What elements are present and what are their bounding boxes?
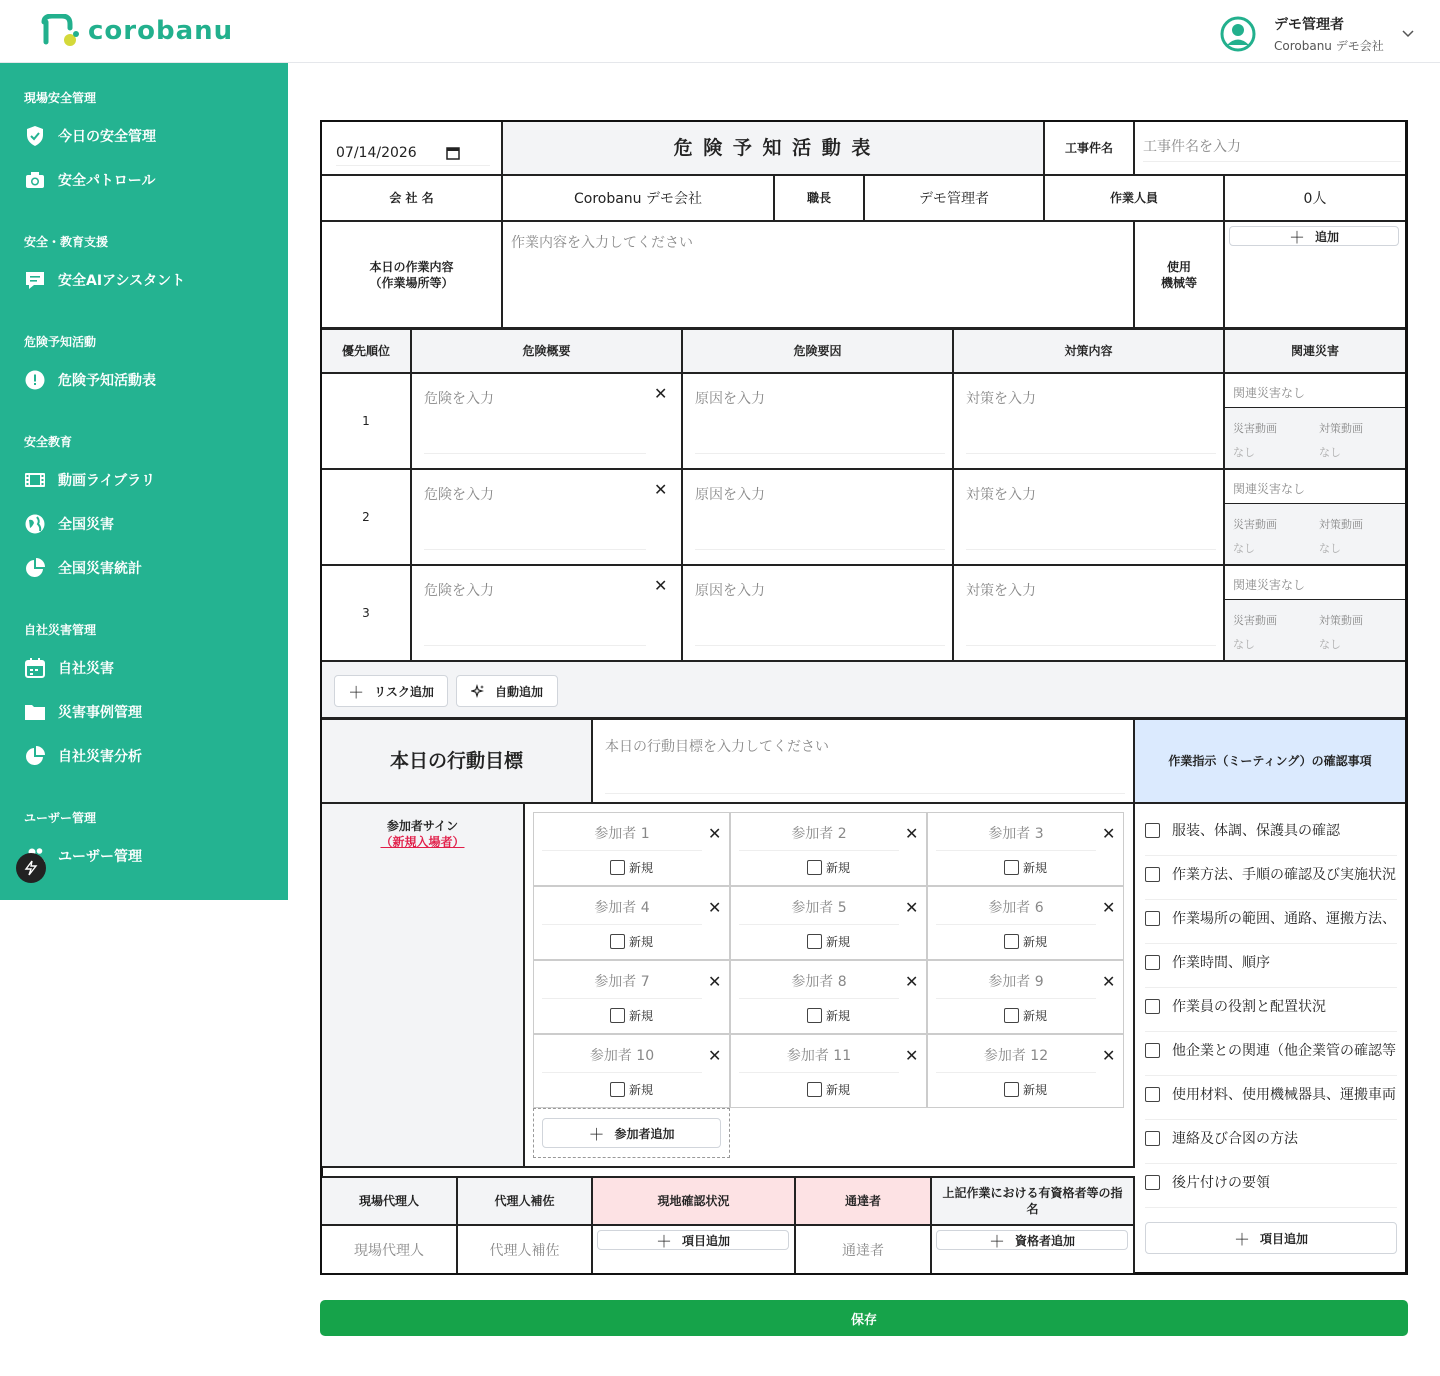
hazard-input[interactable]: 危険を入力 (424, 388, 646, 454)
participant-input[interactable]: 参加者 4 (542, 897, 702, 925)
new-checkbox[interactable] (610, 1007, 653, 1024)
plus-icon: ＋ (1288, 227, 1305, 247)
new-label: 新規 (826, 935, 851, 949)
avatar-icon (1220, 16, 1256, 52)
checklist-item[interactable] (1145, 952, 1397, 988)
new-label: 新規 (629, 935, 654, 949)
risk-priority: 3 (322, 566, 412, 662)
plus-icon: ＋ (988, 1231, 1005, 1251)
disaster-video-label: 災害動画 (1233, 614, 1277, 627)
add-machine-button[interactable] (1229, 226, 1399, 246)
participant-input[interactable]: 参加者 9 (936, 971, 1096, 999)
checklist-item[interactable] (1145, 996, 1397, 1032)
measure-input[interactable]: 対策を入力 (966, 388, 1216, 454)
checklist-item[interactable] (1145, 1128, 1397, 1164)
sidebar-item-label: 自社災害 (58, 661, 114, 677)
user-menu[interactable] (1220, 14, 1414, 54)
plus-icon: ＋ (588, 1124, 605, 1144)
disaster-video-value: なし (1233, 638, 1255, 651)
disaster-video-label: 災害動画 (1233, 518, 1277, 531)
cause-input[interactable]: 原因を入力 (695, 580, 945, 646)
new-checkbox[interactable] (807, 1081, 850, 1098)
alert-circle-icon (24, 369, 46, 391)
add-participant-button[interactable] (542, 1118, 721, 1148)
calendar-icon (24, 657, 46, 679)
new-label: 新規 (1023, 1009, 1048, 1023)
related-value: 関連災害なし (1225, 566, 1405, 600)
site-agent-input[interactable]: 現場代理人 (322, 1226, 458, 1273)
sidebar-item-label: ユーザー管理 (58, 849, 142, 865)
remove-participant-icon[interactable]: ✕ (905, 1046, 919, 1065)
new-checkbox[interactable] (610, 933, 653, 950)
checkbox-icon[interactable] (1145, 867, 1160, 882)
new-label: 新規 (826, 1083, 851, 1097)
checkbox-icon[interactable] (1004, 934, 1019, 949)
globe-icon (24, 513, 46, 535)
remove-risk-icon[interactable]: ✕ (654, 480, 668, 499)
related-value: 関連災害なし (1225, 374, 1405, 408)
checklist-label: 服装、体調、保護具の確認 (1172, 823, 1340, 839)
date-input[interactable] (336, 140, 490, 166)
checklist-item[interactable] (1145, 864, 1397, 900)
company-label: 会 社 名 (322, 176, 503, 222)
sidebar-section-title: 安全教育 (24, 435, 73, 449)
new-label: 新規 (826, 861, 851, 875)
cause-input[interactable]: 原因を入力 (695, 484, 945, 550)
participant-input[interactable]: 参加者 10 (542, 1045, 702, 1073)
checklist-item[interactable] (1145, 820, 1397, 856)
bottom-header-site-check: 現地確認状況 (593, 1176, 796, 1226)
disaster-video-label: 災害動画 (1233, 422, 1277, 435)
checkbox-icon[interactable] (610, 1082, 625, 1097)
sidebar-item-ky-sheet[interactable] (24, 366, 156, 394)
add-check-label: 項目追加 (1260, 1231, 1309, 1246)
participant-card (730, 1034, 927, 1108)
checkbox-icon[interactable] (1004, 1008, 1019, 1023)
new-checkbox[interactable] (1004, 1007, 1047, 1024)
auto-add-button[interactable] (456, 675, 558, 707)
save-label: 保存 (850, 1312, 877, 1328)
risk-hazard-cell (412, 566, 683, 662)
plus-icon: ＋ (348, 682, 365, 702)
user-company: Corobanu デモ会社 (1274, 39, 1384, 53)
add-site-check-button[interactable] (597, 1230, 789, 1250)
measure-video-label: 対策動画 (1319, 614, 1363, 627)
sign-label-cell (322, 804, 525, 1168)
sidebar-item-label: 危険予知活動表 (58, 373, 156, 389)
add-qualified-label: 資格者追加 (1015, 1233, 1076, 1248)
brand-name: corobanu (88, 16, 234, 46)
risk-priority: 2 (322, 470, 412, 566)
checkbox-icon[interactable] (1145, 999, 1160, 1014)
participant-input[interactable]: 参加者 12 (936, 1045, 1096, 1073)
sidebar-item-patrol[interactable] (24, 166, 155, 194)
remove-participant-icon[interactable]: ✕ (905, 898, 919, 917)
chief-value: デモ管理者 (865, 176, 1045, 222)
checkbox-icon[interactable] (610, 1008, 625, 1023)
checkbox-icon[interactable] (1145, 1131, 1160, 1146)
participant-input[interactable]: 参加者 11 (739, 1045, 899, 1073)
risk-header-related: 関連災害 (1225, 330, 1405, 374)
checkbox-icon[interactable] (610, 860, 625, 875)
remove-participant-icon[interactable]: ✕ (1102, 898, 1116, 917)
participant-input[interactable]: 参加者 8 (739, 971, 899, 999)
related-value: 関連災害なし (1225, 470, 1405, 504)
checkbox-icon[interactable] (1145, 1043, 1160, 1058)
pie-chart-icon (24, 745, 46, 767)
checklist-label: 作業方法、手順の確認及び実施状況 (1172, 867, 1396, 883)
camera-icon (24, 169, 46, 191)
disaster-video-value: なし (1233, 542, 1255, 555)
add-qualified-button[interactable] (936, 1230, 1128, 1250)
risk-hazard-cell (412, 470, 683, 566)
measure-video-value: なし (1319, 638, 1341, 651)
new-label: 新規 (1023, 1083, 1048, 1097)
sidebar-item-label: 今日の安全管理 (58, 129, 156, 145)
brand-logo[interactable] (40, 14, 233, 48)
risk-measure-cell (954, 566, 1225, 662)
sidebar-item-company-disasters[interactable] (24, 654, 114, 682)
sidebar-item-label: 全国災害 (58, 517, 114, 533)
participant-card (927, 812, 1124, 886)
bottom-header-agent: 現場代理人 (322, 1176, 458, 1226)
meeting-label: 作業指示（ミーティング）の確認事項 (1135, 720, 1405, 804)
risk-header-cause: 危険要因 (683, 330, 954, 374)
workers-label: 作業人員 (1045, 176, 1225, 222)
machine-label: 使用 機械等 (1135, 222, 1225, 330)
agent-assistant-input[interactable]: 代理人補佐 (458, 1226, 593, 1273)
checkbox-icon[interactable] (1145, 1087, 1160, 1102)
remove-participant-icon[interactable]: ✕ (1102, 824, 1116, 843)
date-value: 07/14/2026 (336, 144, 417, 161)
new-checkbox[interactable] (807, 859, 850, 876)
bottom-header-qualified: 上記作業における有資格者等の指名 (932, 1176, 1135, 1226)
sidebar-item-label: 災害事例管理 (58, 705, 142, 721)
checklist-label: 作業時間、順序 (1172, 955, 1270, 971)
hazard-input[interactable]: 危険を入力 (424, 484, 646, 550)
remove-participant-icon[interactable]: ✕ (905, 824, 919, 843)
remove-participant-icon[interactable]: ✕ (905, 972, 919, 991)
risk-cause-cell (683, 566, 954, 662)
quick-action-button[interactable] (16, 853, 46, 883)
save-button[interactable] (320, 1300, 1408, 1336)
goal-input[interactable]: 本日の行動目標を入力してください (605, 736, 1125, 794)
checklist-item[interactable] (1145, 1084, 1397, 1120)
participant-input[interactable]: 参加者 1 (542, 823, 702, 851)
sidebar-section-title: 安全・教育支援 (24, 235, 109, 249)
remove-risk-icon[interactable]: ✕ (654, 384, 668, 403)
pie-chart-icon (24, 557, 46, 579)
participant-card (533, 812, 730, 886)
checkbox-icon[interactable] (807, 934, 822, 949)
checkbox-icon[interactable] (807, 1008, 822, 1023)
risk-actions-row (322, 662, 1405, 720)
checklist-label: 作業員の役割と配置状況 (1172, 999, 1326, 1015)
participant-input[interactable]: 参加者 5 (739, 897, 899, 925)
date-cell (322, 122, 503, 176)
project-label: 工事件名 (1045, 122, 1135, 176)
site-check-cell (593, 1226, 796, 1273)
goal-label: 本日の行動目標 (322, 720, 593, 804)
new-checkbox[interactable] (1004, 859, 1047, 876)
remove-participant-icon[interactable]: ✕ (1102, 1046, 1116, 1065)
chief-label: 職長 (775, 176, 865, 222)
corobanu-logo-icon (40, 14, 80, 48)
sidebar-item-today-safety[interactable] (24, 122, 156, 150)
user-name: デモ管理者 (1274, 17, 1344, 33)
work-label: 本日の作業内容 （作業場所等） (322, 222, 503, 330)
checkbox-icon[interactable] (1004, 1082, 1019, 1097)
remove-participant-icon[interactable]: ✕ (708, 898, 722, 917)
checkbox-icon[interactable] (807, 1082, 822, 1097)
new-label: 新規 (1023, 861, 1048, 875)
related-cell (1225, 470, 1405, 566)
checklist-label: 使用材料、使用機械器具、運搬車両 (1172, 1087, 1396, 1103)
checkbox-icon[interactable] (807, 860, 822, 875)
new-label: 新規 (629, 861, 654, 875)
measure-video-label: 対策動画 (1319, 422, 1363, 435)
add-risk-button[interactable] (334, 675, 448, 707)
folder-icon (24, 701, 46, 723)
app-header (0, 0, 1440, 63)
sidebar-item-company-analysis[interactable] (24, 742, 142, 770)
company-value: Corobanu デモ会社 (503, 176, 775, 222)
measure-input[interactable]: 対策を入力 (966, 580, 1216, 646)
new-checkbox[interactable] (610, 859, 653, 876)
participant-card (533, 1034, 730, 1108)
new-checkbox[interactable] (1004, 1081, 1047, 1098)
add-participant-label: 参加者追加 (614, 1126, 675, 1141)
plus-icon: ＋ (1233, 1229, 1250, 1249)
add-label: 追加 (1315, 229, 1340, 244)
remove-participant-icon[interactable]: ✕ (1102, 972, 1116, 991)
measure-input[interactable]: 対策を入力 (966, 484, 1216, 550)
calendar-icon[interactable] (446, 146, 460, 160)
film-icon (24, 469, 46, 491)
bottom-header-assistant: 代理人補佐 (458, 1176, 593, 1226)
bottom-header-notifier: 通達者 (796, 1176, 932, 1226)
participant-input[interactable]: 参加者 6 (936, 897, 1096, 925)
add-item-label: 項目追加 (682, 1233, 731, 1248)
sidebar-item-label: 自社災害分析 (58, 749, 142, 765)
risk-measure-cell (954, 470, 1225, 566)
checkbox-icon[interactable] (610, 934, 625, 949)
plus-icon: ＋ (655, 1231, 672, 1251)
new-checkbox[interactable] (807, 1007, 850, 1024)
participant-input[interactable]: 参加者 3 (936, 823, 1096, 851)
participant-card (533, 886, 730, 960)
checklist-label: 他企業との関連（他企業管の確認等 (1172, 1043, 1396, 1059)
goal-cell (593, 720, 1135, 804)
sidebar-item-case-management[interactable] (24, 698, 142, 726)
add-participant-area (533, 1108, 730, 1158)
sidebar-item-label: 全国災害統計 (58, 561, 142, 577)
risk-cause-cell (683, 470, 954, 566)
sidebar-item-national-stats[interactable] (24, 554, 142, 582)
ky-form (320, 120, 1408, 1276)
risk-measure-cell (954, 374, 1225, 470)
cause-input[interactable]: 原因を入力 (695, 388, 945, 454)
checklist-item[interactable] (1145, 1172, 1397, 1208)
participant-card (927, 960, 1124, 1034)
checkbox-icon[interactable] (1004, 860, 1019, 875)
workers-value: 0人 (1225, 176, 1405, 222)
new-label: 新規 (826, 1009, 851, 1023)
add-check-item-button[interactable] (1145, 1222, 1397, 1254)
checkbox-icon[interactable] (1145, 955, 1160, 970)
sign-sublabel: （新規入場者） (380, 835, 465, 849)
participant-card (927, 886, 1124, 960)
sidebar-section-title: 危険予知活動 (24, 335, 97, 349)
new-checkbox[interactable] (610, 1081, 653, 1098)
shield-check-icon (24, 125, 46, 147)
remove-risk-icon[interactable]: ✕ (654, 576, 668, 595)
participant-card (730, 812, 927, 886)
auto-add-label: 自動追加 (494, 684, 543, 699)
sidebar-item-label: 動画ライブラリ (58, 473, 156, 489)
sidebar-section-title: ユーザー管理 (24, 811, 97, 825)
meeting-checklist (1135, 804, 1405, 1272)
project-cell (1135, 122, 1405, 176)
new-checkbox[interactable] (1004, 933, 1047, 950)
remove-participant-icon[interactable]: ✕ (708, 972, 722, 991)
checklist-item[interactable] (1145, 908, 1397, 944)
sidebar-item-label: 安全パトロール (58, 173, 156, 189)
participant-card (533, 960, 730, 1034)
new-label: 新規 (1023, 935, 1048, 949)
participant-input[interactable]: 参加者 2 (739, 823, 899, 851)
risk-hazard-cell (412, 374, 683, 470)
risk-header-priority: 優先順位 (322, 330, 412, 374)
add-risk-label: リスク追加 (374, 684, 434, 699)
checklist-item[interactable] (1145, 1040, 1397, 1076)
sidebar-section-title: 現場安全管理 (24, 91, 97, 105)
remove-participant-icon[interactable]: ✕ (708, 1046, 722, 1065)
sign-label: 参加者サイン (386, 819, 459, 833)
sparkles-icon (471, 684, 485, 698)
measure-video-value: なし (1319, 542, 1341, 555)
risk-cause-cell (683, 374, 954, 470)
form-title: 危 険 予 知 活 動 表 (503, 122, 1045, 176)
participant-card (927, 1034, 1124, 1108)
checklist-label: 連絡及び合図の方法 (1172, 1131, 1298, 1147)
hazard-input[interactable]: 危険を入力 (424, 580, 646, 646)
checkbox-icon[interactable] (1145, 911, 1160, 926)
lightning-icon (24, 860, 38, 876)
participant-input[interactable]: 参加者 7 (542, 971, 702, 999)
disaster-video-value: なし (1233, 446, 1255, 459)
measure-video-value: なし (1319, 446, 1341, 459)
machine-cell (1225, 222, 1405, 330)
participant-card (730, 886, 927, 960)
risk-priority: 1 (322, 374, 412, 470)
new-label: 新規 (629, 1083, 654, 1097)
chat-icon (24, 269, 46, 291)
sidebar-item-ai-assistant[interactable] (24, 266, 185, 294)
participants-grid (525, 804, 1135, 1168)
chevron-down-icon[interactable] (1402, 30, 1414, 38)
qualified-cell (932, 1226, 1135, 1273)
participant-card (730, 960, 927, 1034)
work-input[interactable]: 作業内容を入力してください (503, 222, 1135, 330)
remove-participant-icon[interactable]: ✕ (708, 824, 722, 843)
new-label: 新規 (629, 1009, 654, 1023)
notifier-input[interactable]: 通達者 (796, 1226, 932, 1273)
sidebar-item-national-disasters[interactable] (24, 510, 114, 538)
checkbox-icon[interactable] (1145, 1175, 1160, 1190)
checkbox-icon[interactable] (1145, 823, 1160, 838)
related-cell (1225, 566, 1405, 662)
related-cell (1225, 374, 1405, 470)
risk-header-hazard: 危険概要 (412, 330, 683, 374)
project-input[interactable]: 工事件名を入力 (1143, 136, 1401, 162)
new-checkbox[interactable] (807, 933, 850, 950)
sidebar-item-label: 安全AIアシスタント (58, 273, 186, 289)
checklist-label: 後片付けの要領 (1172, 1175, 1270, 1191)
measure-video-label: 対策動画 (1319, 518, 1363, 531)
sidebar-section-title: 自社災害管理 (24, 623, 97, 637)
sidebar (0, 63, 288, 900)
sidebar-item-video-library[interactable] (24, 466, 155, 494)
checklist-label: 作業場所の範囲、通路、運搬方法、 (1172, 911, 1396, 927)
risk-header-measure: 対策内容 (954, 330, 1225, 374)
